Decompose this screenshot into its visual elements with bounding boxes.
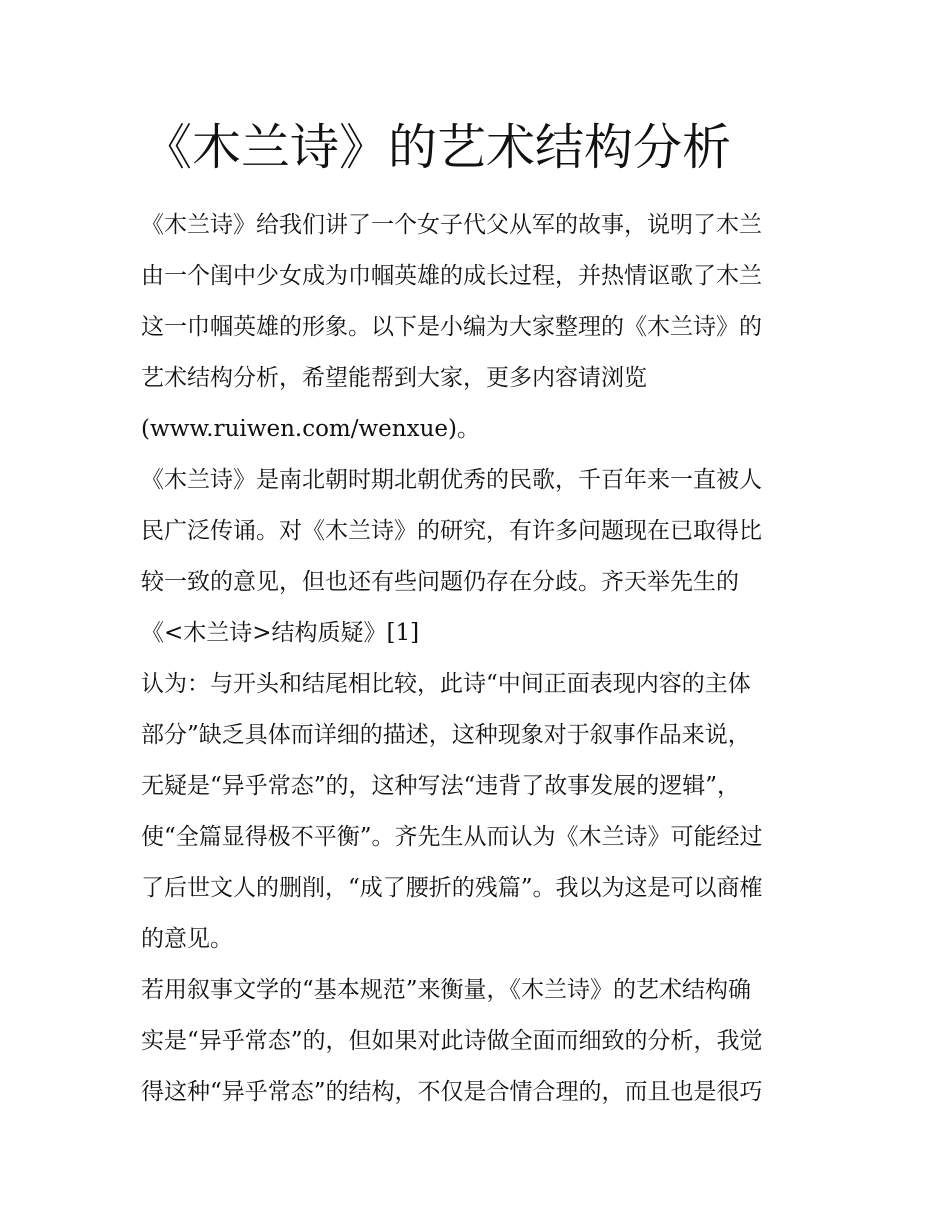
text-line: 《木兰诗》给我们讲了一个女子代父从军的故事，说明了木兰 [141,212,762,238]
text-line: 若用叙事文学的“基本规范”来衡量，《木兰诗》的艺术结构确 [141,977,752,1003]
text-line: 了后世文人的删削，“成了腰折的残篇”。我以为这是可以商榷 [141,875,763,901]
text-line: 艺术结构分析，希望能帮到大家，更多内容请浏览 [141,365,647,391]
text-line: 实是“异乎常态”的，但如果对此诗做全面而细致的分析，我觉 [141,1028,763,1054]
text-line: 认为：与开头和结尾相比较，此诗“中间正面表现内容的主体 [141,671,751,697]
text-line: 部分”缺乏具体而详细的描述，这种现象对于叙事作品来说， [141,722,751,748]
text-line: 得这种“异乎常态”的结构，不仅是合情合理的，而且也是很巧 [141,1079,763,1105]
text-line: 使“全篇显得极不平衡”。齐先生从而认为《木兰诗》可能经过 [141,824,763,850]
text-line: 无疑是“异乎常态”的，这种写法“违背了故事发展的逻辑”， [141,773,741,799]
source-url-line: (www.ruiwen.com/wenxue)。 [141,416,480,442]
text-line: 由一个闺中少女成为巾帼英雄的成长过程，并热情讴歌了木兰 [141,263,762,289]
text-line: 《木兰诗》是南北朝时期北朝优秀的民歌，千百年来一直被人 [141,467,762,493]
text-line: 较一致的意见，但也还有些问题仍存在分歧。齐天举先生的 [141,569,739,595]
document-body [141,200,821,1118]
text-line: 这一巾帼英雄的形象。以下是小编为大家整理的《木兰诗》的 [141,314,762,340]
citation-line: 《<木兰诗>结构质疑》[1] [141,620,420,646]
document-title: 《木兰诗》的艺术结构分析 [143,119,732,176]
text-line: 的意见。 [141,926,233,952]
text-line: 民广泛传诵。对《木兰诗》的研究，有许多问题现在已取得比 [141,518,762,544]
